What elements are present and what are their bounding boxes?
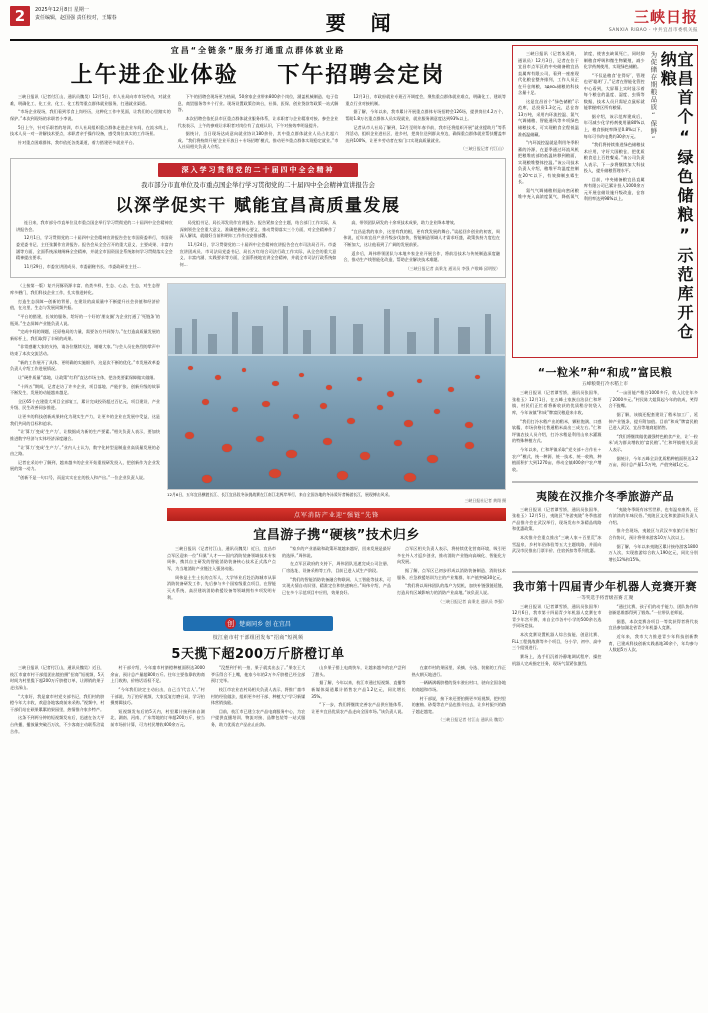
paragraph: 打造生态屏障—创新的背景，在建设的高质量中不断提升社会价值和经济价值，在这里，生态与发展同频共振。 [10,298,160,311]
paragraph: 据了解，点军区已初步形成以消防装备制造、消防技术服务、应急救援培训为主的产业集群，年产值突破30亿元。 [397,568,506,580]
swimmer [404,473,416,482]
banner-col-2 [180,220,337,272]
top-story-headline [10,58,506,89]
paragraph: 这条不到两分钟的短视频发布后，迅速在各大平台传播，播放量突破百万次，不少客商主动联系洽谈合作。 [10,715,105,734]
paragraph: 本次招聘会依托县市区重点群体就业服务体系，让求职者与企业精准对接。参会企业代表表示，上午的参观让求职者对岗位有了直观认识，下午对接效率明显提升。 [177,115,339,128]
swimmer [404,420,413,427]
paragraph: “我们将继续做优做强特色粮食产业，让‘一粒米’成为群众增收的‘富民粮’。”仁和坪镇相关负责人表示。 [608,433,698,452]
paragraph: 据了解，该镇还配套建设了稻米加工厂，延伸产业链条，提升附加值。目前“和成”牌富民粮已进入武汉、宜昌等地商超销售。 [608,411,698,431]
paragraph: 12月1日，学习贯彻党的二十届四中全会精神宣讲报告会在市国资委举行，市国资委党委书记、主任张翼作宣讲报告。报告会从全会召开的重大意义、主要成果、丰富内涵等方面，全面系统深刻阐释全会精神，并就全市国资国企系统如何学习贯彻落实全会精神提出要求。 [16,235,173,261]
rail-item-3 [512,578,698,668]
paragraph: “夷陵冬季既有冰雪世界，也有温泉康养，还有浓浓的年味民俗。”夷陵区文化和旅游局负责人介绍。 [608,506,698,525]
rail-item-1-subhead: 五峰粮菜打冷水稻上市 [582,382,628,387]
swimmer [286,450,297,458]
paragraph: 点军区相关负责人表示，将持续优化营商环境，吸引更多在外人才返乡创业，推动消防产业链向高端化、智能化方向发展。 [397,546,506,565]
swimmer [320,403,327,409]
paragraph: “没想到手机一拍，果子就卖出去了。”果农王大爷乐得合不上嘴，他家今年的2万多斤脐橙已经全部预订完毕。 [210,665,306,684]
top-story [10,45,506,153]
paragraph: “我们的智能消防装备融合物联网、人工智能等技术，可实现火情自动识别、精准定位和快速响应。”周伟介绍，产品已在多个示范项目中应用，效果良好。 [282,576,391,595]
paragraph: “新的工作展开了具体、更明确的实施细节，这是次不断的优化。”市发展改革委负责人介绍工作进展情况。 [10,359,160,372]
swimmer [387,391,394,397]
rail-divider-2 [512,571,698,573]
paragraph: 本次竞赛设置机器人综合技能、创意比赛、FLL工程挑战赛等多个项目，分小学、初中、高中三个组别进行。 [512,632,602,651]
paragraph: 返乡后，周伟带领团队与本地多家企业开展合作，将前沿技术与传统制造深度融合，推动生产线智能化改造，帮助企业解决技术难题。 [343,250,501,263]
paragraph: 5日上午，针对乐职者的培训，市人社局组织重点群体走进企业车间，在流水线上，技术人员一对一讲解技术要点，求职者亲手操作设备，感受岗位真实的工作场景。 [10,124,171,137]
paragraph: “我们打冷水稻产出的稻米，颗粒饱满、口感软糯，市场价格比普通稻米高出三成左右。”仁和坪镇农技人员介绍，打冷水稻是利用山泉水灌溉的特殊种植方式。 [512,418,602,444]
rail-item-1-headline: “一粒米”种“和成”富民粮 [537,366,673,379]
paragraph: “十四五”期间，记者走访了许多企业，项目落地、产能扩张、创新升级的故事不断发生，发展的动能越来越足。 [10,383,160,396]
bottom-story-badge-label: 楚商同乡 创 在宜昌 [239,621,291,629]
swimmer [377,405,383,410]
paragraph: 全区65个在建重大项目全部复工，累计完成投资超过百亿元，项目建设、产业升级、民生改善同步推进。 [10,398,160,411]
paragraph: 氮气气调储粮则是向密闭粮堆中充入高浓度氮气，降低氧气浓度，使害虫缺氧死亡，同时抑制粮食呼吸和微生物繁殖，减少化学药剂使用，实现绿色储粮。 [518,51,645,200]
paragraph: 周伟是土生土长的点军人，大学毕业后赴沿海城市从事消防装备研发工作，先后参与多个国家级重点项目，在智能灭火系统、高层建筑消防救援设备等领域拥有多项发明专利。 [167,574,276,600]
paragraph: 据了解，今年以来夷陵区累计接待游客1800万人次，实现旅游综合收入190亿元，同比分别增长12%和15%。 [608,543,698,562]
banner-ribbon: 深入学习贯彻党的二十届四中全会精神 [158,163,358,177]
rail-item-3-headline: 我市第十四届青少年机器人竞赛开赛 [513,579,697,593]
paragraph: “下一步，我们将继续完善农产品供应链体系，让更多宜昌优质农产品走向全国市场。”该负责人说。 [311,702,406,714]
date-line: 2025年12月8日 星期一 [35,7,89,13]
top-story-columns [10,94,506,153]
photo-credit: 三峡日报社记者 黄翔 摄 [464,498,506,504]
paragraph: “不仅是粮食‘住得好’，管理也更‘聪明’了。”记者在智能化管控中心看到，大屏幕上实时显示着每个粮仓的温度、湿度、虫情等数据，技术人员只需轻点鼠标就能掌握库区所有粮情。 [583,72,645,111]
rail-item-2-headline: 夷陵在汉推介冬季旅游产品 [536,489,674,503]
bottom-story-kicker: 枝江童市村干部组团发布“招商”短视频 [212,635,304,642]
paragraph: “宜昌是我的家乡，这里有我的根，更有我发展的舞台。”谈起回乡创业的初衷，周伟说，近年来宜昌产业升级步伐加快，智能制造领域人才需求旺盛，政策扶持力度也在不断加大，这让他看到了广阔的发展前景。 [343,228,501,247]
swimmer [293,414,299,419]
paragraph: 12月3日，市政府就业专班召开调度会，聚焦重点群体就业难点，明确化工、建筑等重点行业对接机制。 [345,94,507,106]
swimmer [326,385,332,390]
swimmer [269,469,281,478]
rail-lead-headline: 宜昌首个“绿色储粮”示范库开仓纳粮 [658,51,694,342]
bottom-col-1 [10,665,104,737]
paragraph: “家乡的产业基础和政策环境越来越好，回来发展是最好的选择。”周伟说。 [282,546,391,558]
paragraph: 三峡日报讯（记者付江山，通讯员魏昊）近日，枝江市童市村干部组团出镜拍摄“招商”短视频，5天时间为村里揽下超200万斤脐橙订单，让滞销的果子走出深山。 [10,665,105,690]
top-story-headline-left: 上午进企业体验 [70,63,239,88]
paragraph: 让更多的科技创新成果转化为现实生产力，让更多的企业在发展中受益，这是我们共同的目标和追求。 [10,414,160,426]
bottom-story-headline: 5天揽下超200万斤脐橙订单 [171,647,345,663]
swimmer [357,377,362,381]
swimmer [262,401,270,407]
swimmer [323,438,332,445]
paragraph: 本次推介会重点推出“三峡人家＋百里荒”冰雪温泉、乡村年俗体验等五大主题线路，并面向武汉市民推出门票半价、住宿折扣等系列优惠。 [512,535,602,554]
mid-col-3 [397,546,506,605]
rail-item-2-body [512,507,698,564]
paragraph: “平台的搭建，长效的服务，给好的一个好的‘朋友圈’为企业打通了‘死链条’的瓶颈。”生态屏障产业链负责人说。 [10,313,160,326]
paragraph: “内环流控温就是利用冬季积蓄的冷源，在夏季通过环流风机把粮堆底部的低温转移到粮面，实现粮堆整体控温。”该公司技术负责人介绍，粮堆平均温度控制在20℃以下，有效抑制虫霉生长。 [518,140,579,185]
paragraph: “让‘算力’变成‘生产力’。”业内人士认为，数字化转型是制造业高质量发展的必由之路。 [10,444,160,457]
rail-item-1-body [512,390,698,474]
rail-lead-kicker: 为促储存期粮品质“保鲜” [649,51,658,144]
paragraph: 近年来，我市大力推进青少年科技创新教育，已建成科技创新实践基地30余个，年均参与人数超5万人次。 [608,634,698,653]
bottom-col-4 [311,665,405,737]
paper-brand-sub: SANXIA RIBAO · 中共宜昌市委机关报 [608,28,698,33]
swimmer [475,375,480,379]
rail-item-1 [512,364,698,474]
banner-byline: （三峡日报记者 高秉龙 通讯员 李强 卢敬峰 邱明锐） [405,265,501,271]
main-column [10,45,506,1013]
paragraph: 11月29日，市委宣讲团成员、市委副秘书长、市委政研室主任... [24,263,141,269]
paragraph: 推介会现场，夷陵区与武汉多家旅行社签订合作协议，预计将带来游客10万人次以上。 [608,528,698,540]
paragraph: 三峡日报讯（记者朱延筠，通讯员）12月3日，记者在位于宜昌市点军区的中央储备粮宜昌直属库有限公司，看到一座座现代化粮仓整齐排列，工作人员正在开仓纳粮，здесь储粮的科技含量十足。 [518,51,579,96]
paragraph: 据统计，今年五峰全县优质稻种植面积达3.2万亩，预计总产量1.5万吨，产值突破1亿元。 [608,455,698,468]
paragraph: 三峡日报讯（记者付江山，通讯员魏昊）近日，宜昌市点军区迎来一位“归巢”人才——国内消防装备领域技术专家周伟，携其自主研发的智能消防装备核心技术正式落户点军，为当地消防产业链注入强劲动能。 [167,546,276,572]
swimmer [215,375,221,380]
page-number: 2 [10,6,30,26]
paragraph: 让“硬件质量”落地，让政策“红利”直达市场主体，把各类要素保障做实做细。 [18,374,158,380]
paragraph: “我们将持续推进绿色储粮技术应用，守好大国粮仓，把优质粮食送上百姓餐桌。”该公司负责人表示，下一步将继续加大科技投入，提升储粮管理水平。 [583,142,645,174]
paragraph: “一亩田能产稻谷1000多斤，收入比往年多了2000多元。”村民陈大姐算起今年的收成，笑得合不拢嘴。 [608,390,698,409]
bottom-story [10,616,506,737]
paragraph: 记者从市人社局了解到，12月至明年春节前，我市还将组织开展“就业援助月”等系列活动，组织企业进社区、进乡村，把岗位送到群众身边，确保重点群体就业帮扶覆盖率达到100%，让更多劳动者在家门口实现高质量就业。 [345,124,507,143]
paragraph: 枝江市农业农村局相关负责人表示，将推广童市村的经验做法，组织更多村干部、种植大户学习新媒体营销技能。 [210,686,306,706]
rail-lead-title-wrap [518,51,692,351]
paragraph: “创新不是一句口号，而是实实在在的投入和产出。”一位企业负责人说。 [18,475,148,480]
paragraph: 三峡日报讯（记者谭雪娇，通讯员张国华）12月6日，我市第十四届青少年机器人竞赛在市青少年宫开赛，来自全市各中小学的500余名选手同场竞技。 [512,603,602,629]
mid-col-1 [167,546,276,605]
swimmer [272,381,279,386]
masthead-right [609,6,698,33]
paragraph: 山乡果子搭上电商快车，让越来越多的农户尝到了甜头。 [311,665,406,677]
paragraph: 在童市村的果园里，采摘、分选、装箱的工作正热火朝天地进行。 [411,665,507,677]
rail-divider-1 [512,481,698,483]
swimmer [299,373,304,377]
banner-col-3 [343,220,500,272]
swim-photo [167,283,506,490]
swimmer [434,409,440,414]
section-title: 要 闻 [325,11,400,35]
paragraph: 今年以来，仁和坪镇采取“党支部＋合作社＋农户”模式，统一种源、统一技术、统一收购，种植面积扩大到1270亩，带动全镇400余户农户增收。 [512,447,602,472]
paragraph: “非常感谢大家的支持，请各位继续关注，谢谢大家。”与会人员在热烈的掌声中结束了本次交流活动。 [10,344,160,356]
swimmer [394,440,402,446]
photo-caption-wrap [167,490,506,504]
top-story-headline-right: 下午招聘会定岗 [277,63,446,88]
mid-story [167,508,506,605]
banner-headline: 以深学促实干 赋能宜昌高质量发展 [115,196,401,216]
paragraph: “让‘算力’变成‘生产力’，让数据成为新的生产要素。”相关负责人表示，要加快推进数字经济与实体经济深度融合。 [10,429,160,441]
paragraph: “我们将以周伟团队的落户为契机，加快补链强链延链，打造具有区域影响力的消防产业高地。”该负责人说。 [397,583,506,595]
rail-lead-story [512,45,698,358]
paragraph: “市场企业现场，我们看到零食上岗经历，这种化工作中见面，让我们的心里踏实的保护。”本次到现场的求职者小李说。 [10,109,171,121]
paragraph: 高，带领团队研发的十余项技术成果，助力企业降本增效。 [351,220,458,225]
photo-caption: 12月6日，五年宜昌横渡长江、长江宜昌段冬泳挑战赛在江南江北两岸举行，来自全国各地的冬泳爱好者畅游长江，展现搏击风采。 [167,492,393,498]
paragraph: 据统计，当日现场达成意向就业协议180余份，其中重点群体就业人员占比超六成。“我们将持续开展‘企业开放日＋专场招聘’模式，推动更多重点群体实现稳定就业。”市人社局相关负责人介绍。 [177,131,339,150]
paragraph: 据了解，今年以来，我市累计开展重点群体专场招聘会126场，提供岗位4.2万个，帮助1.8万名重点群体人员实现就业，就业服务满意度达到93%以上。 [345,109,507,121]
bottom-col-5 [412,665,506,737]
cont-and-photo [10,283,506,611]
masthead [10,6,698,41]
paragraph: 据了解，今年以来，枝江市通过短视频、直播等新媒体渠道累计销售农产品1.2亿元，同比增长35%。 [311,680,406,699]
top-story-kicker: 宜昌“全链条”服务打通重点群体就业路 [170,46,346,55]
swimmer [417,379,422,383]
banner-story [10,158,506,278]
swimmer [242,368,246,372]
paragraph: 针对重点困难群体，我市依托各类渠道，着力搭建更多就业平台。 [18,139,137,145]
paper-brand: 三峡日报 [633,8,698,26]
swimmer [188,366,193,370]
paragraph: 据悉，本次竞赛各项目一等奖获得者将代表宜昌参加湖北省青少年机器人竞赛。 [608,618,698,631]
swimmer-group [168,284,505,489]
right-rail [512,45,698,1013]
rail-item-3-body [512,604,698,668]
paragraph: 目前，枝江市已建立农产品电商服务中心，为农户提供直播培训、物流对接、品牌包装等一站式服务，助力优质农产品出山出海。 [210,708,306,728]
paragraph: 三峡日报讯（记者谭雪娇，通讯员张国华，张桂玉）12月1日，在五峰土家族自治县仁和坪镇，村民们正忙着将新收获的优质稻谷装袋入库，今年该镇“和成”牌富民粮迎来丰收。 [512,390,602,415]
swimmer [222,444,232,452]
swimmer [360,452,370,460]
mid-story-columns [167,546,506,605]
swimmer [465,422,473,428]
paragraph: 在点军区政府的支持下，周伟团队迅速完成公司注册、厂房选址、设备采购等工作，目前已进入试生产阶段。 [282,561,391,574]
paragraph: 这是宜昌首个“绿色储粮”示范库，总投资1.3亿元，总仓容13万吨，采用内环流控温、氮气气调储粮、智能通风等多项绿色储粮技术，可实现粮食全程低温准低温储藏。 [518,98,579,137]
paragraph: 记者在采访中了解到，越来越多的企业开始重视研发投入，把创新作为企业发展的第一动力。 [10,459,160,472]
paragraph: 村干部介绍，今年童市村脐橙种植面积达3000余亩，预计总产量超800万斤。往年主要依靠收购商上门收购，价格话语权不足。 [110,665,205,684]
swimmer [337,471,348,480]
swimmer [202,399,209,405]
masthead-meta [35,6,117,22]
bottom-story-columns [10,665,506,737]
masthead-left [10,6,117,26]
mid-story-headline: 宜昌游子携“硬核”技术归乡 [253,528,420,544]
creative-badge-icon: 创 [227,619,235,628]
top-story-col-1 [10,94,171,153]
bottom-col-3 [211,665,305,737]
banner-subhead: 我市部分市直单位及市重点国企举行学习贯彻党的二十届四中全会精神宣讲报告会 [141,181,375,189]
paragraph: 连日来，我市部分市直单位及市重点国企举行学习贯彻党的二十届四中全会精神宣讲报告会。 [16,220,173,232]
swimmer [256,436,264,442]
paragraph: 据介绍，该示范库建成后，年可减少化学药剂使用量80%以上，粮食损耗率降至0.8%以下，每年可节约电费约30余万元。 [583,113,645,139]
paragraph: 三峡日报讯（记者谭雪娇，通讯员张国华，张桂玉）12月5日，夷陵区“冬游夷陵”冬季旅游产品推介会在武汉举行，现场发布多条精品线路和优惠政策。 [512,506,602,532]
paragraph: （上接第一版）复兴河豚资源丰富、鱼类多样，生态、心态、生态，对生态智库多栖门，我们科技企业工作，扎实推进转化。 [10,283,160,295]
swimmer [347,418,355,424]
bottom-story-badge [183,616,333,631]
top-story-col-3 [345,94,506,153]
banner-columns [16,220,500,272]
paragraph: 短视频发布后的5天内，村里累计接到来自湖北、湖南、河南、广东等地的订单超200万斤，按当前市场价计算，可为村民增收400余万元。 [110,708,205,728]
paragraph: 局党组书记、局长邓发贵作宣讲报告。报告紧扣全会主题，结合部门工作实际，从深刻领会全会重大意义、准确把握核心要义、推动贯彻落实三个方面，对全会精神作了深入解读，就做好当前和明年工作作出安排部署。 [179,220,337,239]
rail-item-3-subhead: 一等奖选手将晋级省赛 汇聚 [576,595,634,601]
paragraph: 下午的招聘会现场更为热闹，50余家企业带来800余个岗位，涵盖机械制造、电子信息、商贸服务等多个行业。现场设置政策咨询台，社保、医保、创业贷款等政策一站式解答。 [177,94,339,113]
swimmer [427,455,438,463]
continuation-text [10,283,160,611]
paragraph: “今年我们决定主动出击，自己当‘代言人’。”村干部说，为了拍好视频，大家反复打磨台词，学习拍摄剪辑技巧。 [110,686,205,706]
top-story-col-2 [178,94,339,153]
paragraph: “通过比赛，孩子们的动手能力、团队协作和创新思维都得到了锻炼。”一位带队老师说。 [608,603,698,616]
swimmer [465,442,474,449]
banner-col-1 [16,220,173,272]
mid-col-2 [282,546,391,605]
paragraph: “完成中间的课题，还原格局的力量，需要各方共同努力。”在打造高质量发展的新标杆上，我们取得了丰硕的成果。 [10,329,160,341]
staff-line: 责任编辑，赵国强 责任校对，王耀春 [35,14,117,21]
paragraph: 三峡日报讯（记者付江山，通讯员魏昊）12月5日，市人社局向市市场劳动，对就业难，明确化工、化工业、化工、化工程等重点群体就业服务，打通就业渠道。 [10,94,171,106]
paragraph: 11月24日，学习贯彻党的二十届四中全会精神宣讲报告会在市司法局召开。市委宣讲团成员、市司法局党委书记、局长万红结合司法行政工作实际，从全会的重大意义、丰富内涵、实践要求等方面，全面系统地宣讲全会精神，并就全市司法行政系统如何... [179,241,337,267]
photo-story [167,283,506,611]
bottom-col-2 [110,665,204,737]
rail-item-2 [512,488,698,564]
paragraph: 目前，中央储备粮宜昌直属库有限公司已累计投入1000余万元开展仓储设施升级改造，仓容利用率达到98%以上。 [583,176,645,202]
rail-lead-body [518,51,648,351]
swimmer [448,387,454,392]
mid-story-band: 点军消防产业迎“强链”先锋 [167,508,506,521]
continuation-body [10,283,160,481]
paragraph: “大家好，我是童市村党支部书记，我们村的脐橙今年大丰收，欢迎各地客商前来采购。”视频中，村干部们站在硕果累累的果园里，热情推介家乡特产。 [10,693,105,712]
page-body [10,45,698,1013]
paragraph: 村干部说，接下来还要拍摄更多短视频，把村里的蜜柚、砂梨等农产品也推介出去，让乡村振兴的路子越走越宽。 [411,695,507,714]
top-story-byline: （三峡日报记者 付江山） [460,146,507,152]
bottom-story-byline: （三峡日报记者 付江山 通讯员 魏昊） [438,717,507,723]
paragraph: 赛场上，选手们沉着冷静地调试程序、操控机器人完成指定任务，现场气氛紧张激烈。 [512,653,602,666]
paragraph: 一辆辆满载脐橙的货车驶出村口，驶向全国各地的商超和市场。 [411,680,507,692]
swimmer [232,407,238,412]
swimmer [185,432,194,439]
mid-story-byline: （三峡日报记者 高秉龙 通讯员 李强） [438,598,506,604]
swimmer [202,475,212,483]
